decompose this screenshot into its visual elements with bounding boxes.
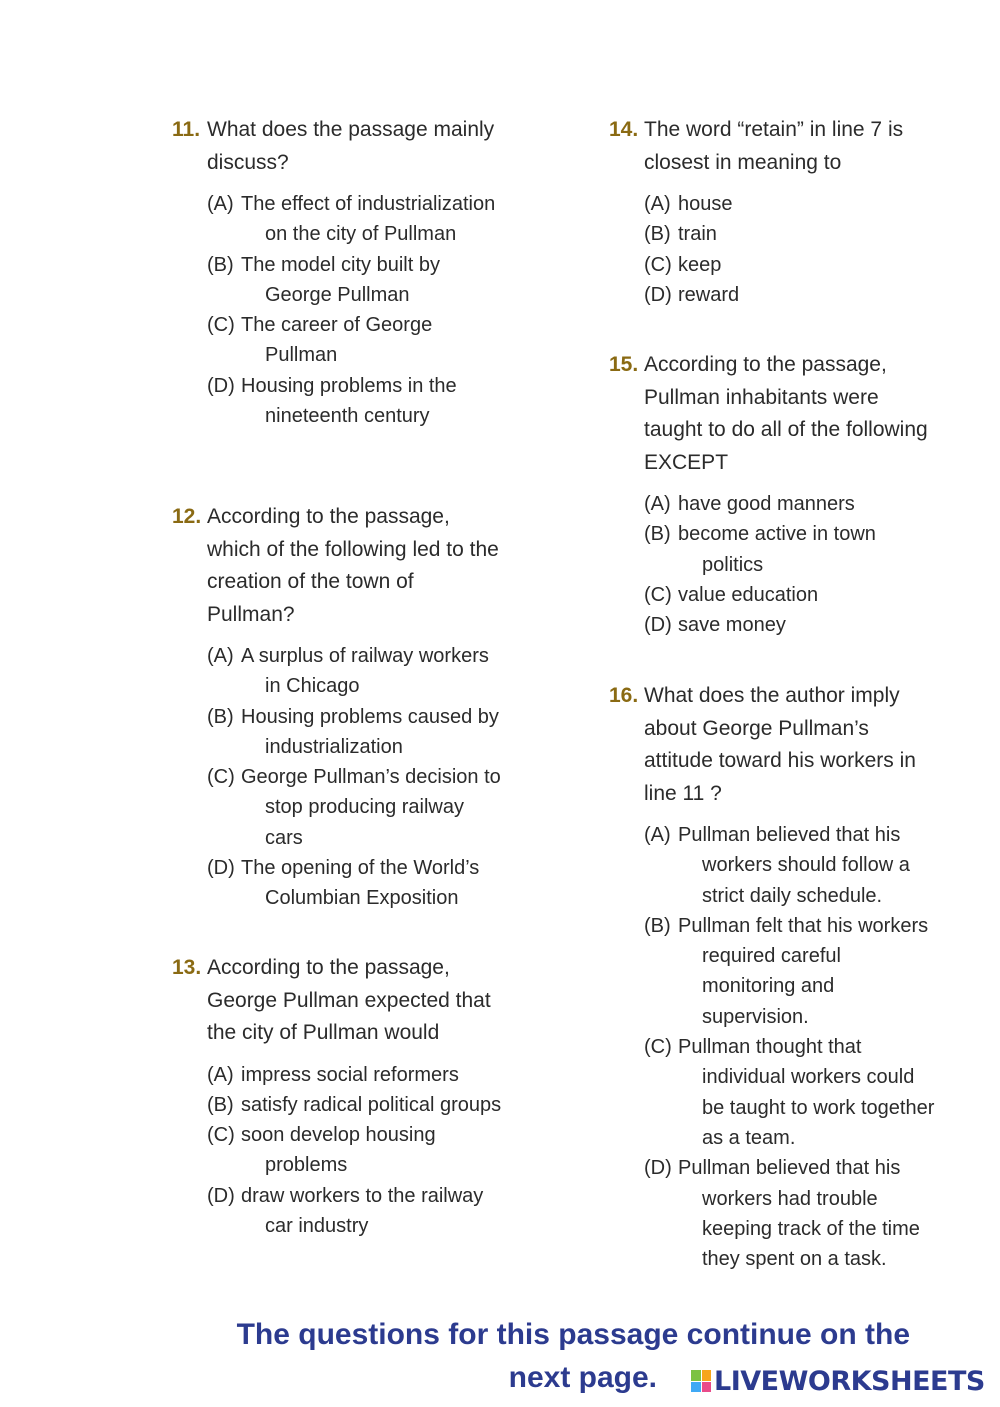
option-d[interactable]: (D) Pullman believed that his workers had trouble keeping track of the time they spent on a task.	[644, 1157, 920, 1271]
question-stem: What does the passage mainly discuss?	[207, 118, 495, 174]
option-c[interactable]: (C) value education	[644, 583, 819, 606]
option-a[interactable]: (A) A surplus of railway workers in Chicago	[207, 645, 489, 698]
liveworksheets-logo	[691, 1366, 985, 1396]
option-a[interactable]: (A) Pullman believed that his workers should follow a strict daily schedule.	[644, 824, 910, 907]
option-d[interactable]: (D) save money	[644, 614, 786, 637]
option-c[interactable]: (C) keep	[644, 253, 722, 276]
option-b[interactable]: (B) train	[644, 223, 717, 246]
question-number: 16.	[609, 684, 639, 707]
question-stem: The word “retain” in line 7 is closest in meaning to	[644, 118, 904, 174]
question-12	[172, 501, 502, 914]
question-stem: According to the passage, George Pullman expected that the city of Pullman would	[207, 956, 491, 1044]
option-d[interactable]: (D) The opening of the World’s Columbian Exposition	[207, 857, 480, 910]
option-d[interactable]: (D) Housing problems in the nineteenth century	[207, 374, 457, 428]
option-b[interactable]: (B) satisfy radical political groups	[207, 1093, 502, 1116]
question-number: 13.	[172, 956, 202, 979]
option-c[interactable]: (C) soon develop housing problems	[207, 1124, 436, 1177]
option-b[interactable]: (B) Housing problems caused by industrialization	[207, 705, 499, 758]
question-stem: According to the passage, Pullman inhabitants were taught to do all of the following EXCEPT	[644, 353, 928, 474]
option-b[interactable]: (B) Pullman felt that his workers required careful monitoring and supervision.	[644, 914, 929, 1028]
options-list	[644, 820, 939, 1274]
option-d[interactable]: (D) draw workers to the railway car industry	[207, 1184, 484, 1237]
option-c[interactable]: (C) George Pullman’s decision to stop producing railway cars	[207, 766, 501, 849]
option-c[interactable]: (C) The career of George Pullman	[207, 314, 433, 367]
footer-continue-note: The questions for this passage continue on the	[236, 1318, 910, 1351]
question-number: 11.	[172, 118, 201, 141]
footer-next-page: next page.	[508, 1361, 657, 1394]
options-list	[644, 189, 939, 310]
options-list	[207, 641, 502, 914]
question-number: 12.	[172, 505, 202, 528]
question-number: 14.	[609, 118, 639, 141]
question-stem: According to the passage, which of the following led to the creation of the town of Pullman?	[207, 505, 499, 626]
option-a[interactable]: (A) have good manners	[644, 493, 855, 515]
question-number: 15.	[609, 353, 639, 376]
question-11	[172, 114, 502, 431]
option-d[interactable]: (D) reward	[644, 283, 740, 306]
logo-text: LIVEWORKSHEETS	[714, 1365, 985, 1397]
liveworksheets-logo-icon	[691, 1370, 711, 1392]
option-a[interactable]: (A) impress social reformers	[207, 1063, 459, 1086]
option-a[interactable]: (A) The effect of industrialization on the city of Pullman	[207, 193, 496, 246]
question-13	[172, 952, 502, 1241]
option-a[interactable]: (A) house	[644, 193, 733, 215]
question-16	[609, 680, 939, 1274]
options-list	[644, 489, 939, 640]
options-list	[207, 1060, 502, 1242]
option-b[interactable]: (B) The model city built by George Pullman	[207, 253, 440, 306]
option-b[interactable]: (B) become active in town politics	[644, 523, 876, 576]
option-c[interactable]: (C) Pullman thought that individual workers could be taught to work together as a team.	[644, 1036, 935, 1149]
question-stem: What does the author imply about George Pullman’s attitude toward his workers in line 11 ?	[644, 684, 916, 805]
question-14	[609, 114, 939, 310]
options-list	[207, 189, 502, 431]
question-15	[609, 349, 939, 640]
